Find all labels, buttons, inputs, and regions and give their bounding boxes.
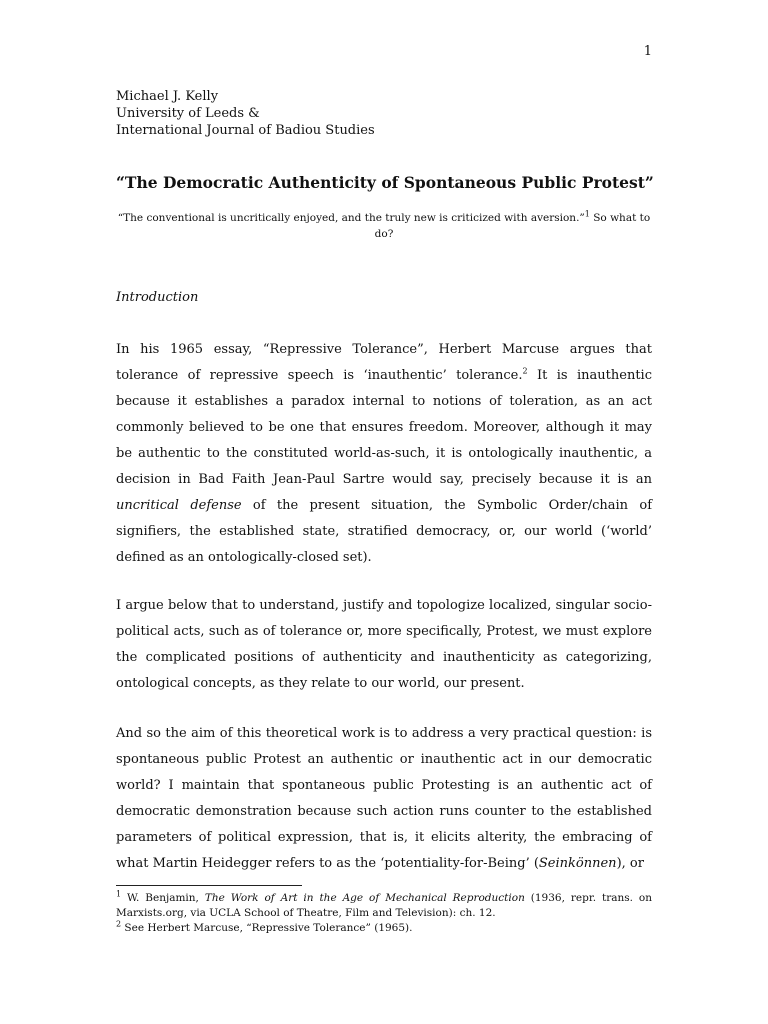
body-paragraph-1 [116,337,652,571]
emphasis-text: uncritical defense [116,498,242,513]
section-heading: Introduction [116,290,199,305]
footnotes [116,891,652,936]
paper-title: “The Democratic Authenticity of Spontaneous Public Protest” [116,173,654,192]
footnote-text: W. Benjamin, [121,892,205,904]
author-name: Michael J. Kelly [116,89,219,104]
emphasis-text: Seinkönnen [538,856,617,871]
paragraph-text: ), or [616,856,644,871]
footnote-text: See Herbert Marcuse, “Repressive Tolerance” (1965). [121,922,413,934]
paragraph-text: of the present situation, the Symbolic Order/chain of signifiers, the established state, stratified democracy, or, our world (‘world’ defined as an ontologically-closed set). [116,498,653,565]
footnote-divider [116,885,302,886]
paragraph-text: I argue below that to understand, justify and topologize localized, singular socio-political acts, such as of tolerance or, more specifically, Protest, we must explore the complicated positions of authenticity and inauthenticity as categorizing, ontological concepts, as they relate to our world, our present. [116,598,652,691]
paragraph-text: It is inauthentic because it establishes a paradox internal to notions of toleration, as an act commonly believed to be one that ensures freedom. Moreover, although it may be authentic to the constituted world-as-such, it is ontologically inauthentic, a decision in Bad Faith Jean-Paul Sartre would say, precisely because it is an [116,368,652,487]
footnote-ref-2[interactable]: 2 [522,366,528,376]
footnote-number: 2 [116,919,122,929]
footnote-number: 1 [116,889,122,899]
body-paragraph-2 [116,593,652,697]
footnote-text: (1936, repr. trans. on Marxists.org, via UCLA School of Theatre, Film and Television): ch. 12. [116,892,652,919]
epigraph [116,210,652,242]
epigraph-quote: “The conventional is uncritically enjoyed, and the truly new is criticized with aversion.” [117,212,585,224]
footnote-2 [116,921,652,936]
footnote-title: The Work of Art in the Age of Mechanical Reproduction [204,892,525,904]
paragraph-text: And so the aim of this theoretical work is to address a very practical question: is spontaneous public Protest an authentic or inauthentic act in our democratic world? I maintain that spontaneous public Protesting is an authentic act of democratic demonstration because such action runs counter to the established parameters of political expression, that is, it elicits alterity, the embracing of what Martin Heidegger refers to as the ‘potentiality-for-Being’ ( [116,726,652,871]
author-affiliation-journal: International Journal of Badiou Studies [116,123,375,138]
page-number: 1 [643,44,652,59]
epigraph-tail: So what to do? [374,212,651,240]
author-block [116,88,652,139]
author-affiliation: University of Leeds & [116,106,260,121]
paragraph-text: In his 1965 essay, “Repressive Tolerance”, Herbert Marcuse argues that tolerance of repressive speech is ‘inauthentic’ tolerance. [116,342,652,383]
footnote-ref-1[interactable]: 1 [584,209,590,219]
body-paragraph-3 [116,721,652,877]
footnote-1 [116,891,652,921]
